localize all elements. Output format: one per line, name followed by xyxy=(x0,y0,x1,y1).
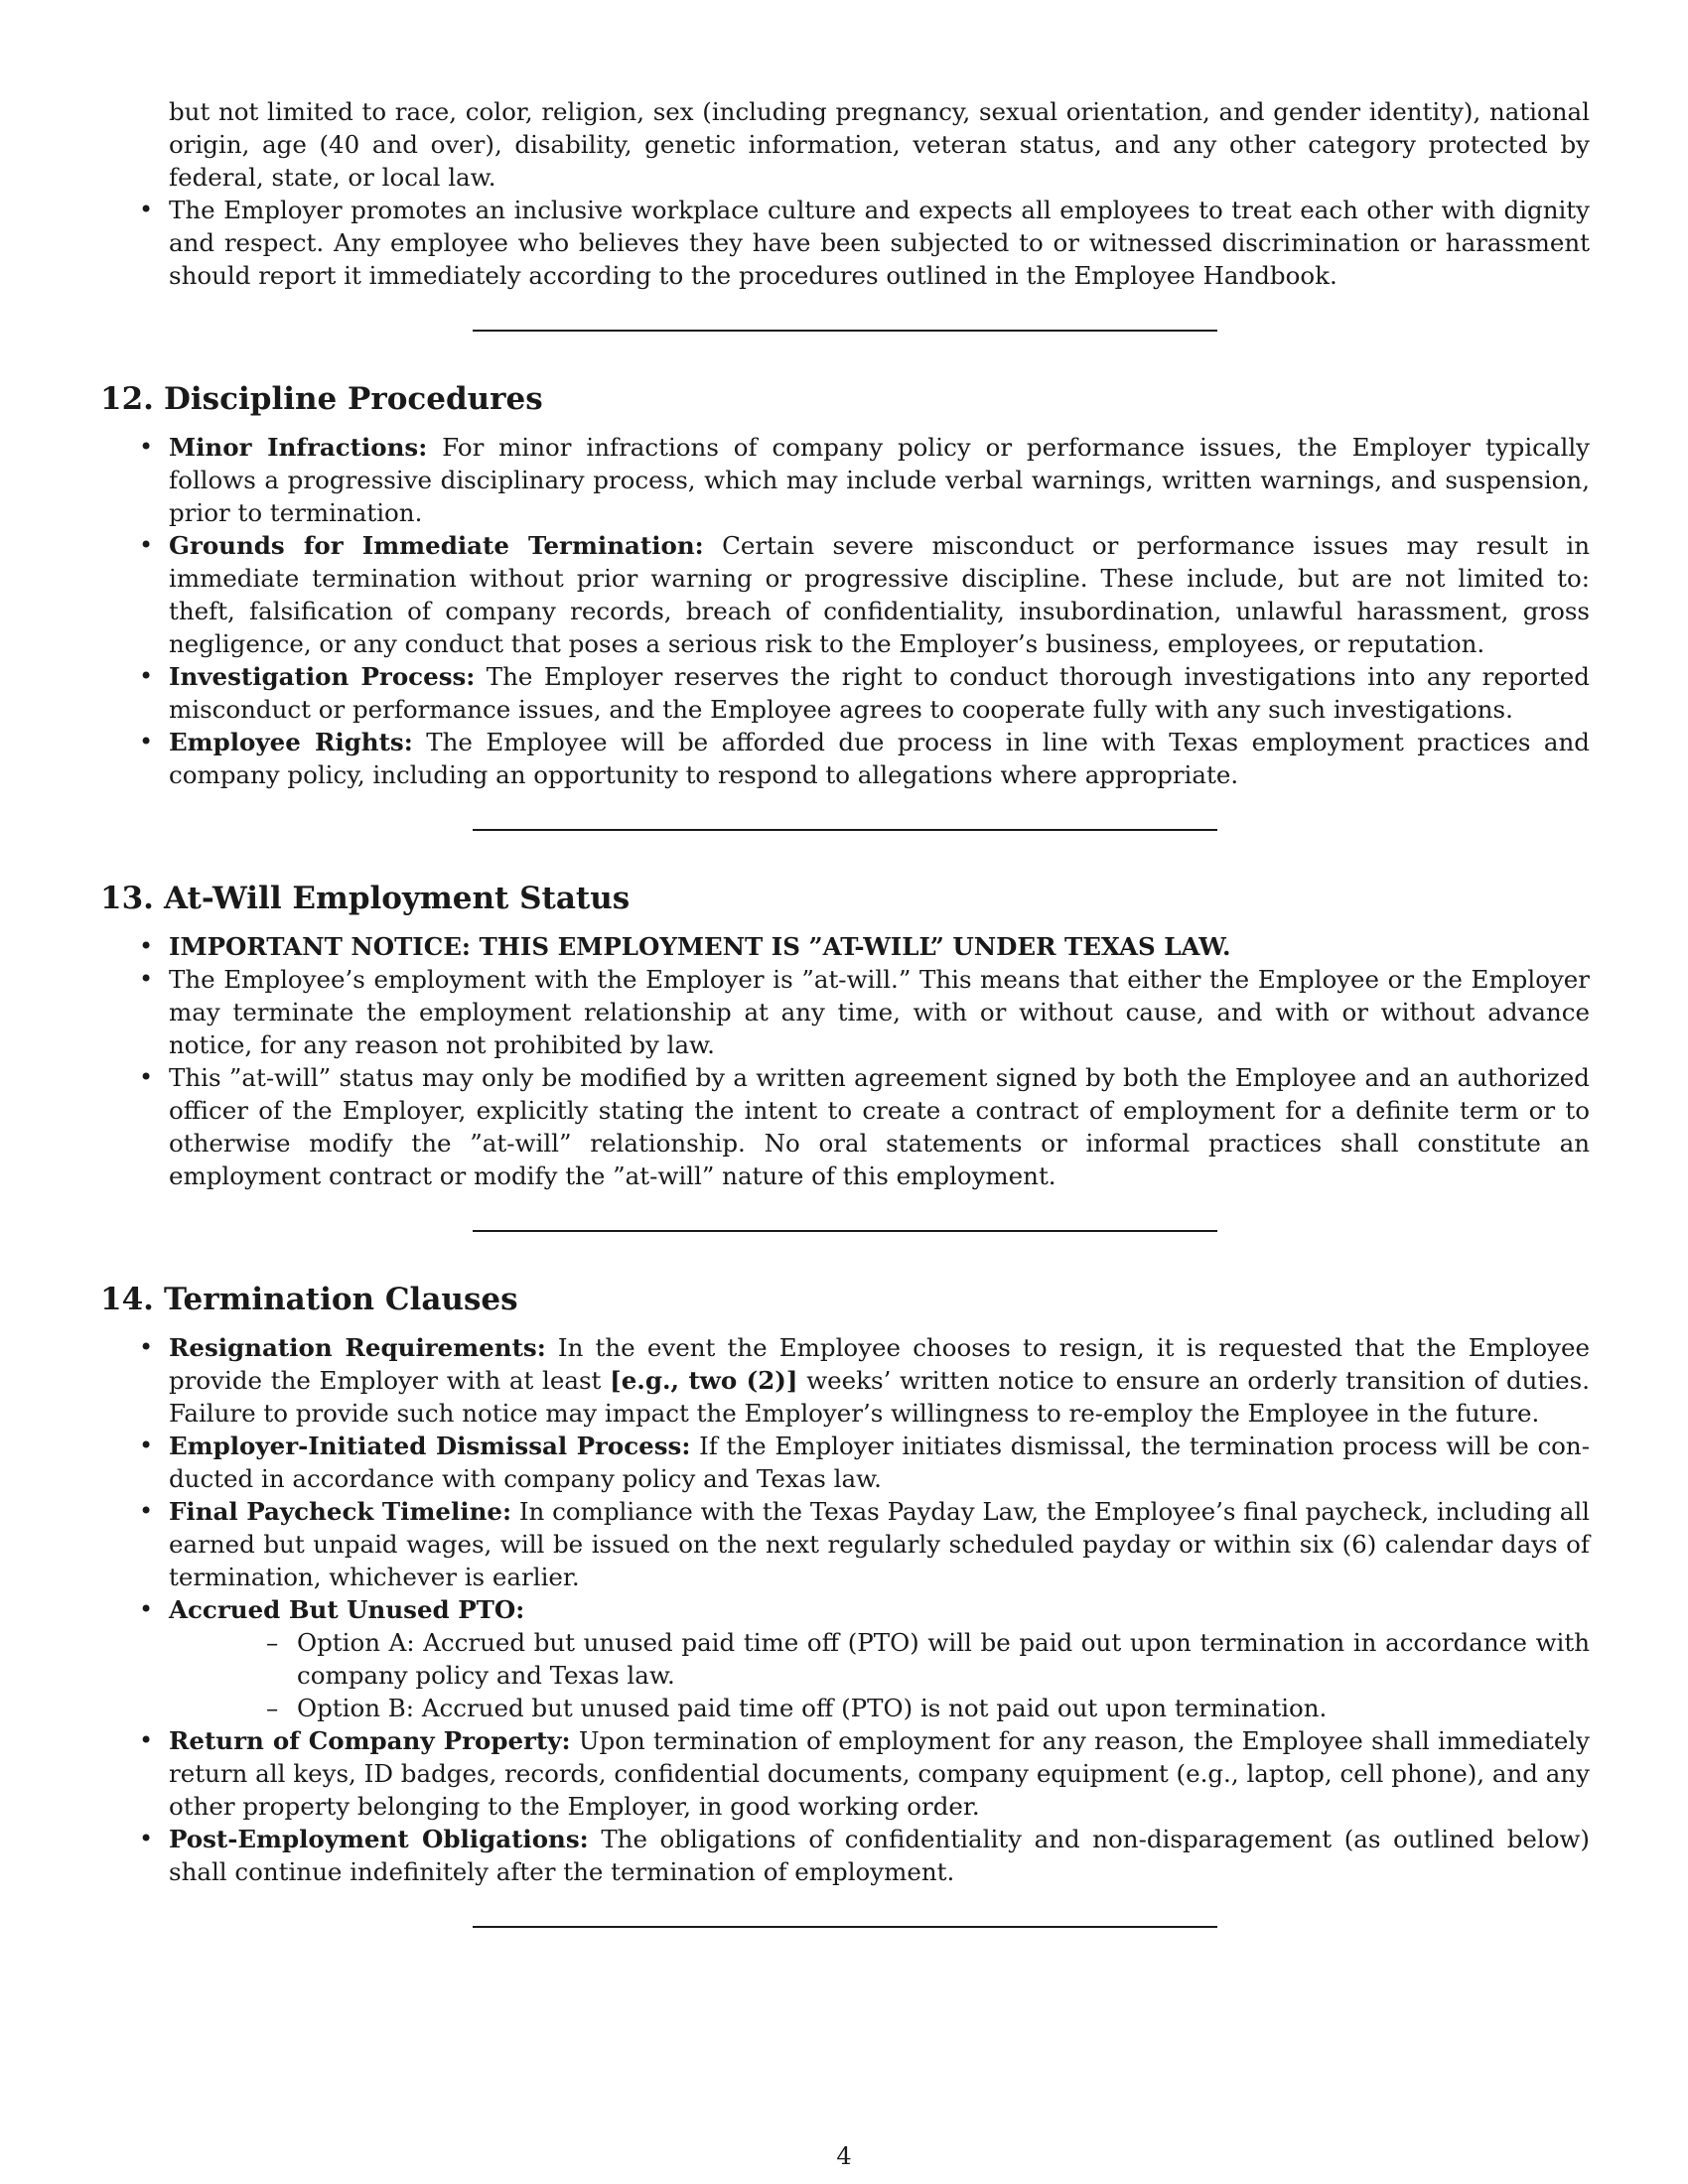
section-divider xyxy=(473,330,1217,332)
list-item xyxy=(100,194,1590,292)
item-text: weeks’ written notice to ensure an orderly transition of duties. Failure to provide such notice may impact the Employer’s willingness to re-employ the Employee in the future. xyxy=(169,1366,1590,1428)
paragraph-text: The Employer promotes an inclusive workplace culture and expects all employees to treat each other with dignity and respect. Any employee who believes they have been subjected to or witnessed discrimination or harassment should report it immediately according to the procedures outlined in the Employee Handbook. xyxy=(169,196,1590,290)
item-label: Final Paycheck Timeline: xyxy=(169,1497,512,1526)
list-item xyxy=(100,726,1590,791)
section-heading xyxy=(100,879,1590,918)
item-text: Upon termination of employment for any reason, the Employee shall immediately return all keys, ID badges, records, confidential documents, company equipment (e.g., laptop, cell phone), and any other property belonging to the Employer, in good working order. xyxy=(169,1726,1590,1821)
list-item xyxy=(100,1593,1590,1724)
option-text: Option B: Accrued but unused paid time off (PTO) is not paid out upon termination. xyxy=(297,1694,1328,1722)
list-item xyxy=(100,1724,1590,1823)
section-heading xyxy=(100,379,1590,419)
list-item xyxy=(100,1495,1590,1593)
item-text: For minor infractions of company policy or performance issues, the Employer typically follows a progressive disciplinary process, which may include verbal warnings, written warnings, and suspension, prior to termination. xyxy=(169,433,1590,527)
item-label: Grounds for Immediate Termination: xyxy=(169,531,704,560)
item-text: If the Employer initiates dismissal, the termination process will be conducted in accordance with company policy and Texas law. xyxy=(169,1432,1590,1493)
section-13 xyxy=(100,879,1590,1192)
option-text: Option A: Accrued but unused paid time off (PTO) will be paid out upon termination in accordance with company policy and Texas law. xyxy=(297,1628,1590,1690)
sub-list-item xyxy=(169,1626,1590,1692)
at-will-list xyxy=(100,930,1590,1192)
section-heading xyxy=(100,1280,1590,1319)
section-divider xyxy=(473,1926,1217,1928)
list-item xyxy=(100,1331,1590,1430)
item-label: Resignation Requirements: xyxy=(169,1333,546,1362)
item-label: Accrued But Unused PTO: xyxy=(169,1595,525,1624)
section-11-tail xyxy=(100,95,1590,292)
section-number: 12. xyxy=(100,381,154,417)
item-label: Investigation Process: xyxy=(169,662,476,691)
item-text: Certain severe misconduct or performance issues may result in immediate termination without prior warning or progressive discipline. These include, but are not limited to: theft, falsification of company records, breach of confidentiality, insubordination, unlawful harassment, gross negligence, or any conduct that poses a serious risk to the Employer’s business, employees, or reputation. xyxy=(169,531,1590,658)
list-item xyxy=(100,963,1590,1061)
section-title: Discipline Procedures xyxy=(164,381,543,417)
list-item xyxy=(100,1430,1590,1495)
termination-list xyxy=(100,1331,1590,1888)
item-label: Minor Infractions: xyxy=(169,433,428,462)
list-item xyxy=(100,431,1590,529)
item-text: The Employee will be afforded due process in line with Texas employment practices and company policy, including an opportunity to respond to allegations where appropriate. xyxy=(169,728,1590,789)
sub-list-item xyxy=(169,1692,1590,1724)
section-divider xyxy=(473,829,1217,831)
section-divider xyxy=(473,1230,1217,1232)
section-title: At-Will Employment Status xyxy=(164,881,631,916)
pto-options xyxy=(169,1626,1590,1724)
item-text: In the event the Employee chooses to resign, it is requested that the Employee provide the Employer with at least xyxy=(169,1333,1590,1395)
item-label: Post-Employment Obligations: xyxy=(169,1825,589,1853)
section-12 xyxy=(100,379,1590,791)
item-text: In compliance with the Texas Payday Law, the Employee’s final paycheck, including all earned but unpaid wages, will be issued on the next regularly scheduled payday or within six (6) calendar days of termination, whichever is earlier. xyxy=(169,1497,1591,1591)
document-body xyxy=(100,95,1590,1928)
placeholder-value: [e.g., two (2)] xyxy=(610,1366,798,1395)
section-14 xyxy=(100,1280,1590,1888)
item-label: Employer-Initiated Dismissal Process: xyxy=(169,1432,691,1460)
item-label: Return of Company Property: xyxy=(169,1726,571,1755)
page-number: 4 xyxy=(836,2142,852,2170)
list-item xyxy=(100,1823,1590,1888)
discipline-list xyxy=(100,431,1590,791)
list-item xyxy=(100,660,1590,726)
list-item-continued xyxy=(100,95,1590,194)
list-item xyxy=(100,1061,1590,1192)
paragraph-text: but not limited to race, color, religion, sex (including pregnancy, sexual orientation, and gender identity), national origin, age (40 and over), disability, genetic information, veteran status, and any other category protected by federal, state, or local law. xyxy=(169,97,1590,192)
important-notice: IMPORTANT NOTICE: THIS EMPLOYMENT IS ”AT-WILL” UNDER TEXAS LAW. xyxy=(169,932,1231,961)
section-title: Termination Clauses xyxy=(164,1282,518,1317)
list-item xyxy=(100,529,1590,660)
section-number: 13. xyxy=(100,881,154,916)
section-number: 14. xyxy=(100,1282,154,1317)
item-label: Employee Rights: xyxy=(169,728,413,756)
item-text: The Employer reserves the right to conduct thorough investigations into any reported misconduct or performance issues, and the Employee agrees to cooperate fully with any such investigations. xyxy=(169,662,1590,724)
item-text: The obligations of confidentiality and non-disparagement (as outlined below) shall continue indefinitely after the termination of employment. xyxy=(169,1825,1590,1886)
list-item xyxy=(100,930,1590,963)
item-text: This ”at-will” status may only be modified by a written agreement signed by both the Employee and an authorized officer of the Employer, explicitly stating the intent to create a contract of employment for a definite term or to otherwise modify the ”at-will” relationship. No oral statements or informal practices shall constitute an employment contract or modify the ”at-will” nature of this employment. xyxy=(169,1063,1590,1190)
item-text: The Employee’s employment with the Employer is ”at-will.” This means that either the Employee or the Employer may terminate the employment relationship at any time, with or without cause, and with or without advance notice, for any reason not prohibited by law. xyxy=(169,965,1590,1059)
